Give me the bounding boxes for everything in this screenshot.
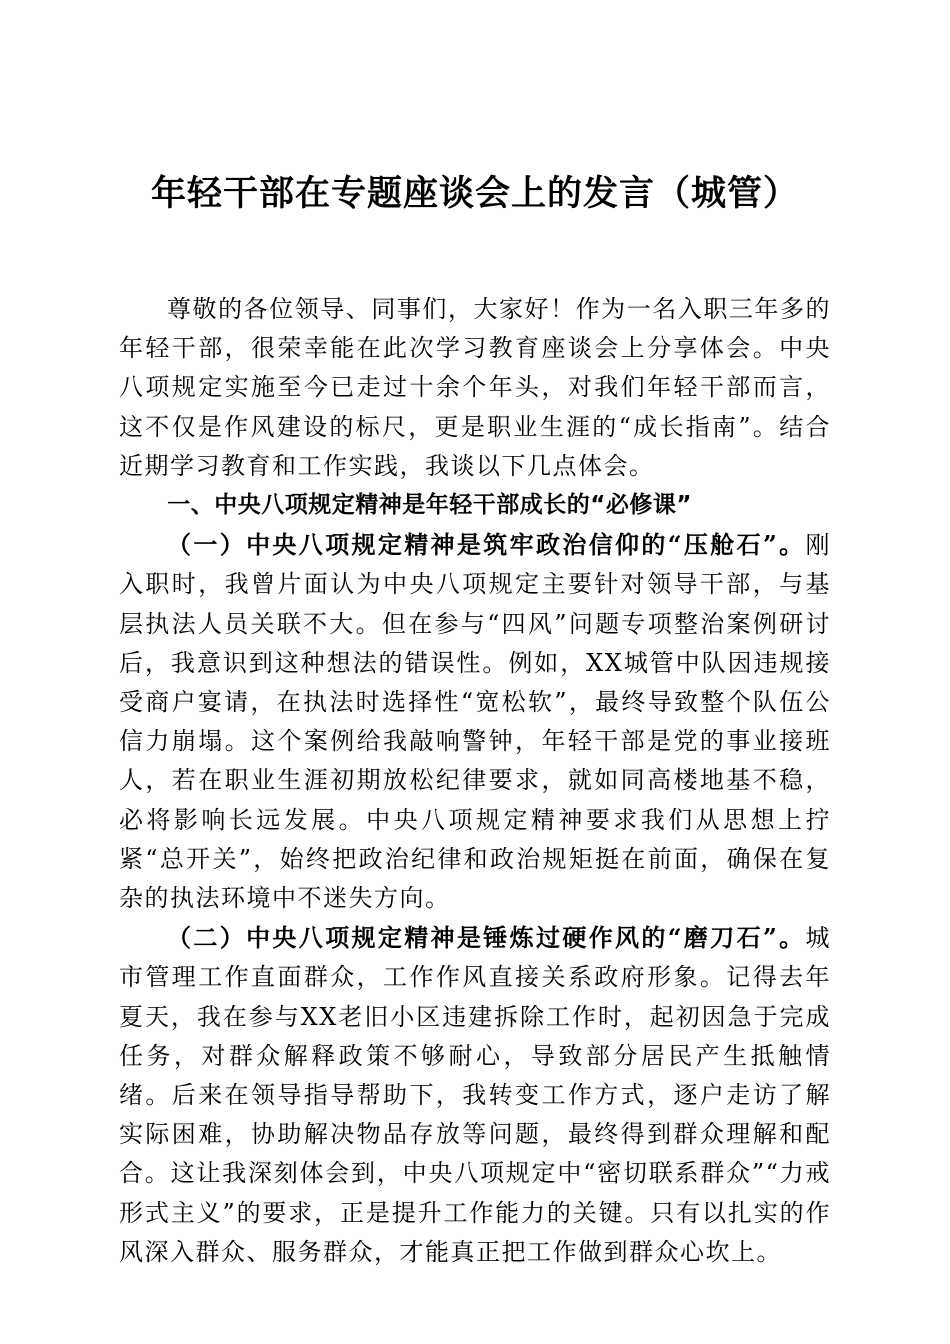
document-title: 年轻干部在专题座谈会上的发言（城管） [150,173,799,214]
intro-paragraph: 尊敬的各位领导、同事们，大家好！作为一名入职三年多的年轻干部，很荣幸能在此次学习教育座谈会上分享体会。中央八项规定实施至今已走过十余个年头，对我们年轻干部而言，这不仅是作风建设的标尺，更是职业生涯的“成长指南”。结合近期学习教育和工作实践，我谈以下几点体会。 [119,295,831,480]
document-body [119,290,831,1272]
section-heading-1: 一、中央八项规定精神是年轻干部成长的“必修课” [167,492,693,519]
subsection-lead-2: （二）中央八项规定精神是锤炼过硬作风的“磨刀石”。 [167,923,806,953]
subsection-lead-1: （一）中央八项规定精神是筑牢政治信仰的“压舱石”。 [167,530,806,560]
subsection-paragraph-1 [119,525,831,918]
subsection-body-2: 城市管理工作直面群众，工作作风直接关系政府形象。记得去年夏天，我在参与XX老旧小区违建拆除工作时，起初因急于完成任务，对群众解释政策不够耐心，导致部分居民产生抵触情绪。后来在领导指导帮助下，我转变工作方式，逐户走访了解实际困难，协助解决物品存放等问题，最终得到群众理解和配合。这让我深刻体会到，中央八项规定中“密切联系群众”“力戒形式主义”的要求，正是提升工作能力的关键。只有以扎实的作风深入群众、服务群众，才能真正把工作做到群众心坎上。 [119,924,831,1266]
subsection-body-1: 刚入职时，我曾片面认为中央八项规定主要针对领导干部，与基层执法人员关联不大。但在参与“四风”问题专项整治案例研讨后，我意识到这种想法的错误性。例如，XX城管中队因违规接受商户宴请，在执法时选择性“宽松软”，最终导致整个队伍公信力崩塌。这个案例给我敲响警钟，年轻干部是党的事业接班人，若在职业生涯初期放松纪律要求，就如同高楼地基不稳，必将影响长远发展。中央八项规定精神要求我们从思想上拧紧“总开关”，始终把政治纪律和政治规矩挺在前面，确保在复杂的执法环境中不迷失方向。 [119,531,831,913]
subsection-paragraph-2 [119,918,831,1272]
